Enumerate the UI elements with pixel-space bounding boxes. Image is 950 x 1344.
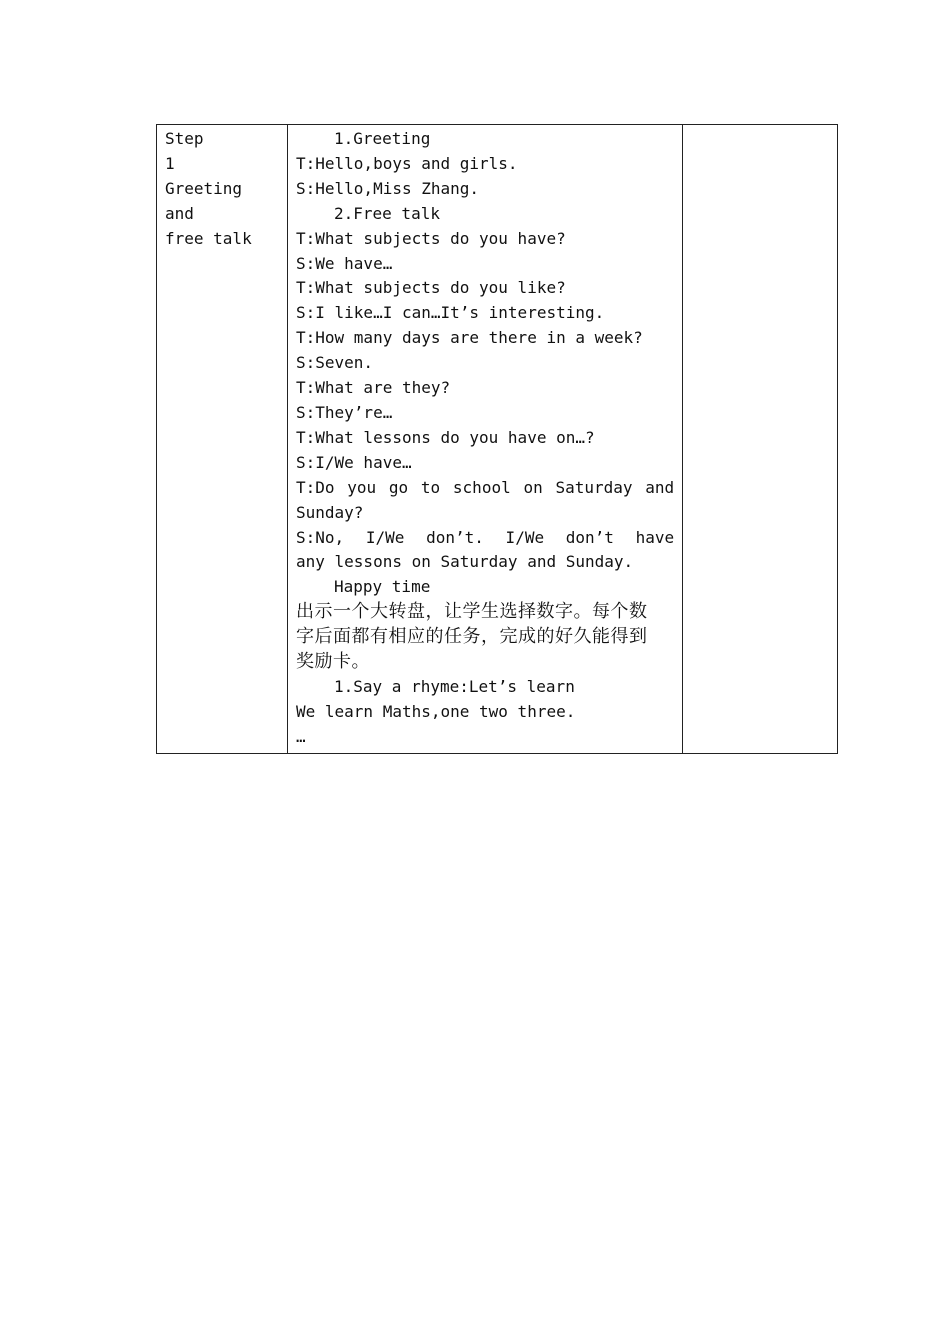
dialogue-line: S:They’re…: [296, 402, 393, 422]
dialogue-line: S:We have…: [296, 253, 393, 273]
rhyme-line: We learn Maths,one two three.: [296, 701, 576, 721]
dialogue-line: T:What lessons do you have on…?: [296, 427, 595, 447]
dialogue-line: S:Hello,Miss Zhang.: [296, 178, 480, 198]
dialogue-line: S:I/We have…: [296, 452, 412, 472]
notes-cell: [683, 125, 838, 754]
dialogue-line: T:What are they?: [296, 378, 451, 398]
dialogue-line: Sunday?: [296, 502, 364, 522]
dialogue-line: S:No, I/We don’t. I/We don’t have: [296, 527, 675, 547]
activity-description: 奖励卡。: [296, 651, 370, 673]
lesson-plan-table: [156, 124, 838, 754]
dialogue-line: S:I like…I can…It’s interesting.: [296, 303, 605, 323]
step-title-line: Greeting and: [165, 178, 262, 223]
dialogue-line: T:How many days are there in a week?: [296, 328, 643, 348]
step-label: Step 1: [165, 129, 281, 173]
activity-description: 出示一个大转盘，让学生选择数字。每个数: [296, 601, 648, 623]
section-title-greeting: 1.Greeting: [334, 129, 431, 148]
section-title-free-talk: 2.Free talk: [334, 203, 440, 223]
procedure-cell: [288, 125, 683, 754]
step-title-line: free talk: [165, 228, 252, 248]
dialogue-line: T:What subjects do you have?: [296, 228, 566, 248]
table-row: [157, 125, 838, 754]
dialogue-line: T:What subjects do you like?: [296, 278, 566, 298]
dialogue-line: T:Hello,boys and girls.: [296, 153, 518, 173]
section-title-rhyme: 1.Say a rhyme:Let’s learn: [334, 676, 575, 696]
dialogue-line: S:Seven.: [296, 353, 374, 373]
activity-description: 字后面都有相应的任务，完成的好久能得到: [296, 626, 648, 648]
continuation-ellipsis: …: [296, 726, 306, 746]
step-cell: [157, 125, 288, 754]
dialogue-line: any lessons on Saturday and Sunday.: [296, 552, 634, 572]
dialogue-line: T:Do you go to school on Saturday and: [296, 477, 675, 497]
section-title-happy-time: Happy time: [334, 577, 431, 597]
